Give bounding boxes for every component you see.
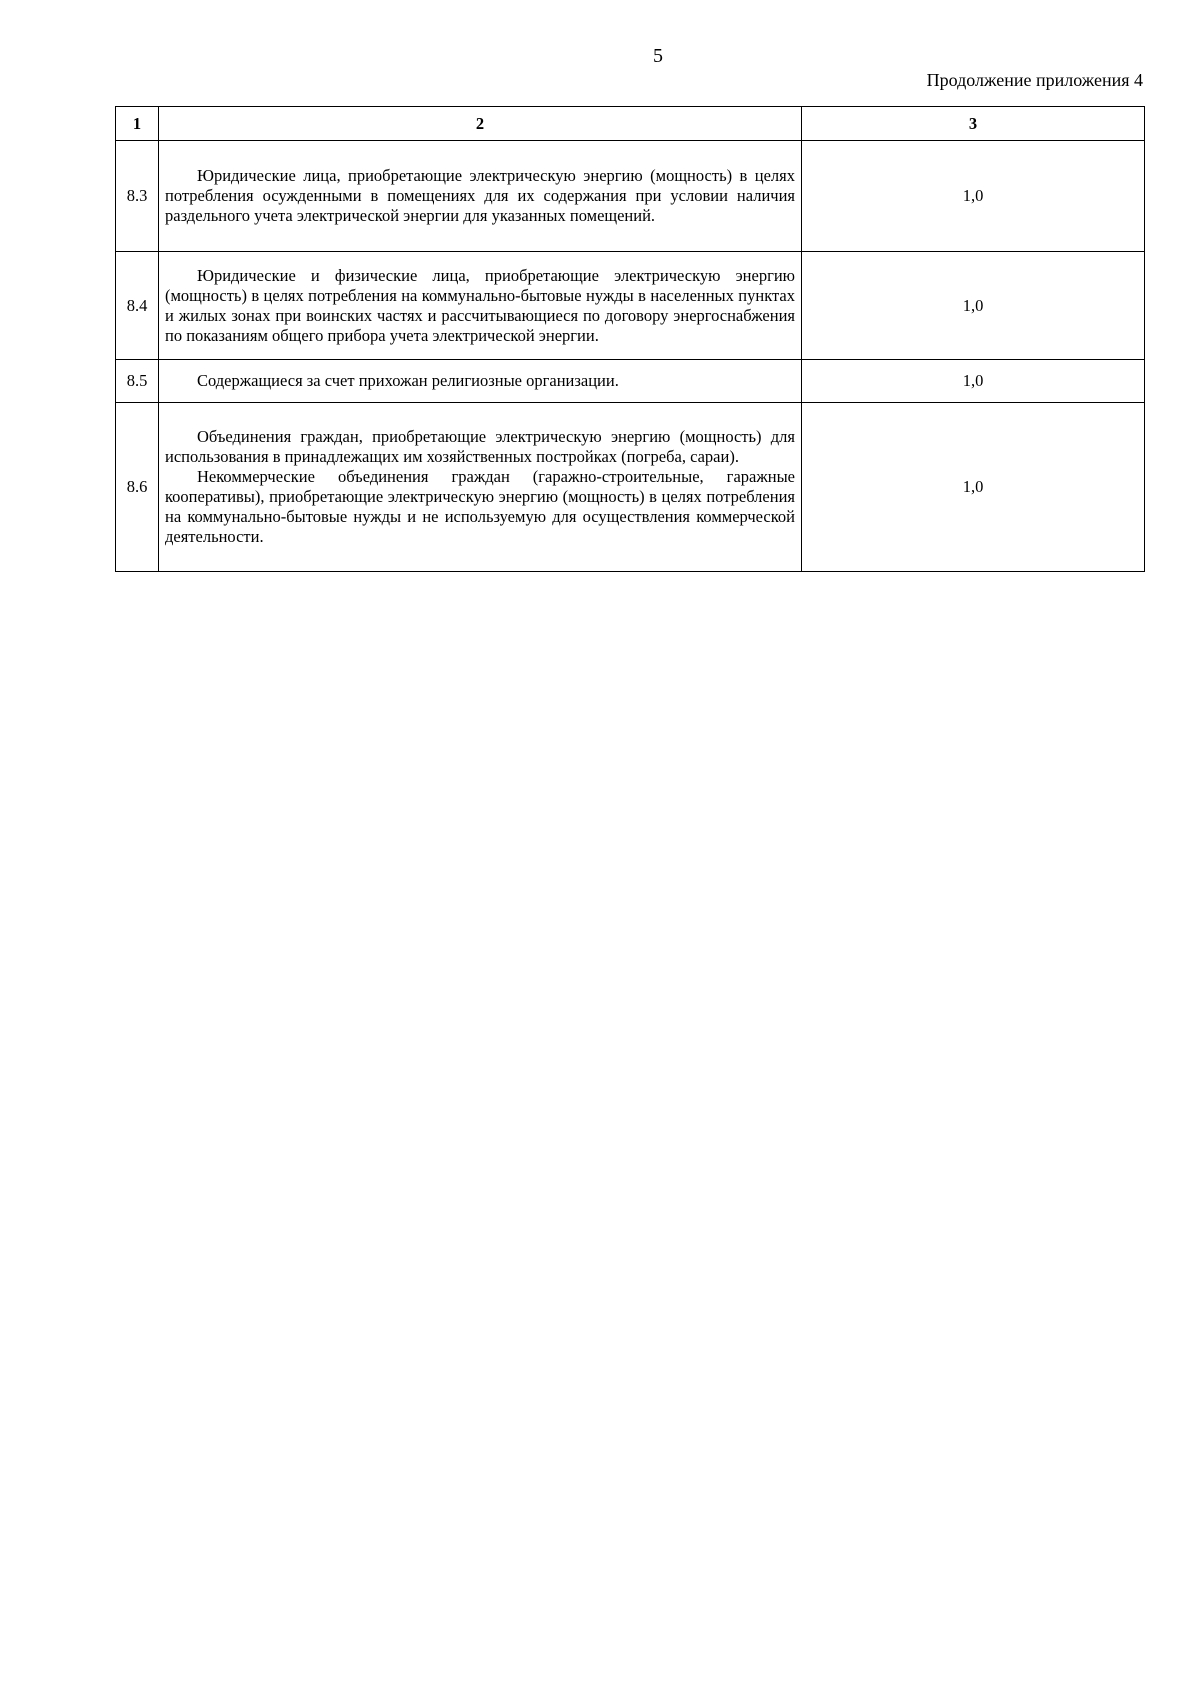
row-number: 8.4 (116, 252, 159, 360)
row-coefficient: 1,0 (802, 252, 1145, 360)
coefficients-table (115, 106, 1145, 572)
row-number: 8.6 (116, 403, 159, 572)
row-description (159, 360, 802, 403)
row-coefficient: 1,0 (802, 360, 1145, 403)
description-paragraph: Объединения граждан, приобретающие электрическую энергию (мощность) для использования в принадлежащих им хозяйственных постройках (погреба, сараи). (165, 427, 795, 466)
table-row (116, 252, 1145, 360)
row-coefficient: 1,0 (802, 403, 1145, 572)
row-description (159, 141, 802, 252)
column-header-3: 3 (802, 107, 1145, 141)
description-paragraph: Юридические и физические лица, приобретающие электрическую энергию (мощность) в целях потребления на коммунально-бытовые нужды в населенных пунктах и жилых зонах при воинских частях и рассчитывающиеся по договору энергоснабжения по показаниям общего прибора учета электрической энергии. (165, 265, 795, 345)
description-paragraph: Некоммерческие объединения граждан (гаражно-строительные, гаражные кооперативы), приобретающие электрическую энергию (мощность) в целях потребления на коммунально-бытовые нужды и не используемую для осуществления коммерческой деятельности. (165, 467, 795, 546)
row-description (159, 252, 802, 360)
appendix-continuation-label: Продолжение приложения 4 (926, 70, 1143, 90)
description-paragraph: Юридические лица, приобретающие электрическую энергию (мощность) в целях потребления осужденными в помещениях для их содержания при условии наличия раздельного учета электрической энергии для указанных помещений. (165, 166, 795, 225)
column-header-1: 1 (116, 107, 159, 141)
row-number: 8.5 (116, 360, 159, 403)
page-number: 5 (653, 45, 663, 67)
description-paragraph: Содержащиеся за счет прихожан религиозные организации. (197, 371, 619, 390)
table-header-row (116, 107, 1145, 141)
row-description (159, 403, 802, 572)
column-header-2: 2 (159, 107, 802, 141)
row-coefficient: 1,0 (802, 141, 1145, 252)
row-number: 8.3 (116, 141, 159, 252)
table-row (116, 360, 1145, 403)
table-row (116, 403, 1145, 572)
table-row (116, 141, 1145, 252)
